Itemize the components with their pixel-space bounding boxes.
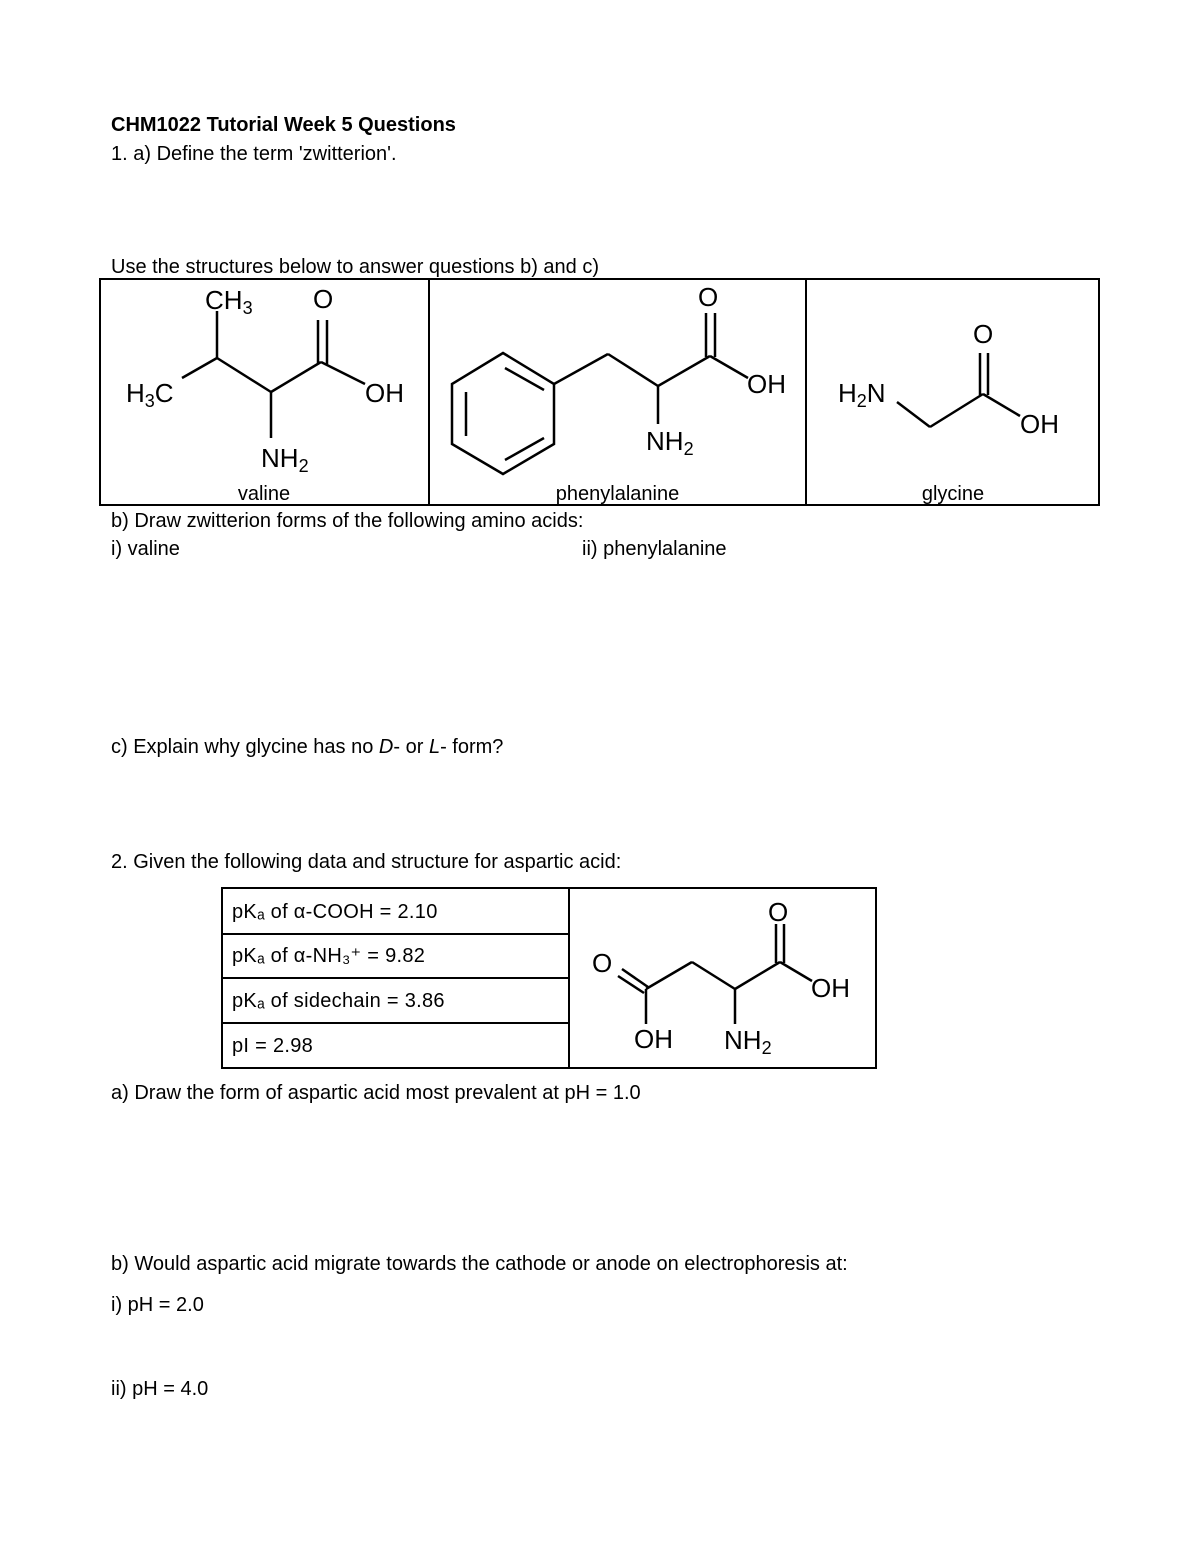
hydroxyl-label: OH [811,973,850,1003]
carbonyl-o-label: O [313,284,334,314]
pka-sidechain: pKₐ of sidechain = 3.86 [232,990,445,1012]
sidechain-oh-label: OH [634,1024,673,1054]
question-2a: a) Draw the form of aspartic acid most prevalent at pH = 1.0 [111,1082,641,1104]
amino-label: NH2 [261,443,309,476]
aspartic-acid-structure [570,889,875,1067]
carbonyl-o-label: O [698,282,719,312]
pka-alpha-nh3: pKₐ of α-NH₃⁺ = 9.82 [232,945,426,967]
row-divider [221,1022,569,1024]
phenylalanine-name: phenylalanine [555,483,680,505]
question-1b-i: i) valine [111,538,180,560]
pka-alpha-cooh: pKₐ of α-COOH = 2.10 [232,901,438,923]
carbonyl-o-label: O [973,319,994,349]
ch3-label: CH3 [205,285,253,318]
question-1b: b) Draw zwitterion forms of the following amino acids: [111,510,584,532]
question-2b-ii: ii) pH = 4.0 [111,1378,209,1400]
question-1b-ii: ii) phenylalanine [582,538,727,560]
row-divider [221,977,569,979]
h2n-label: H2N [838,378,886,411]
sidechain-o-label: O [592,948,613,978]
question-2b-i: i) pH = 2.0 [111,1294,204,1316]
glycine-name: glycine [921,483,985,505]
hydroxyl-label: OH [1020,409,1059,439]
isoelectric-point: pI = 2.98 [232,1035,314,1057]
row-divider [221,933,569,935]
question-2-intro: 2. Given the following data and structure for aspartic acid: [111,851,622,873]
question-1c: c) Explain why glycine has no D- or L- form? [111,736,504,758]
phenylalanine-structure [430,280,805,480]
amino-label: NH2 [646,426,694,459]
glycine-structure [807,280,1099,480]
page-title: CHM1022 Tutorial Week 5 Questions [111,114,456,136]
question-1a: 1. a) Define the term 'zwitterion'. [111,143,397,165]
question-2b: b) Would aspartic acid migrate towards the cathode or anode on electrophoresis at: [111,1253,848,1275]
amino-label: NH2 [724,1025,772,1058]
h3c-label: H3C [126,378,174,411]
structures-intro: Use the structures below to answer questions b) and c) [111,256,600,278]
hydroxyl-label: OH [747,369,786,399]
carbonyl-o-label: O [768,897,789,927]
valine-name: valine [237,483,291,505]
hydroxyl-label: OH [365,378,404,408]
valine-structure [100,280,428,480]
